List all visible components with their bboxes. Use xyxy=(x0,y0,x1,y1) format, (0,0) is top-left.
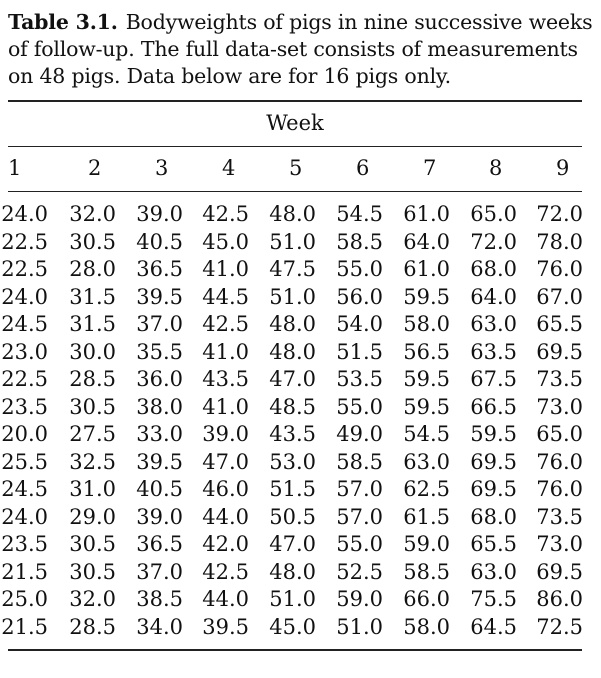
table-cell: 44.0 xyxy=(202,504,249,529)
table-cell: 57.0 xyxy=(336,477,383,501)
table-cell: 36.0 xyxy=(136,367,183,391)
table-cell: 68.0 xyxy=(470,504,517,529)
table-row xyxy=(0,394,601,422)
table-cell: 49.0 xyxy=(336,422,383,446)
table-cell: 40.5 xyxy=(136,477,183,501)
table-cell: 75.5 xyxy=(470,587,517,611)
table-row xyxy=(0,559,601,587)
table-cell: 51.0 xyxy=(269,229,316,254)
table-cell: 58.0 xyxy=(403,312,450,336)
table-cell: 29.0 xyxy=(69,504,116,529)
table-cell: 56.5 xyxy=(403,339,450,364)
table-cell: 51.0 xyxy=(269,284,316,309)
table-cell: 61.0 xyxy=(403,202,450,226)
table-cell: 30.5 xyxy=(69,532,116,556)
table-cell: 67.0 xyxy=(536,284,583,309)
column-header-week-2: 2 xyxy=(88,156,102,180)
table-cell: 39.0 xyxy=(136,202,183,226)
table-cell: 58.5 xyxy=(336,229,383,254)
table-cell: 72.5 xyxy=(536,614,583,639)
table-cell: 73.5 xyxy=(536,367,583,391)
table-cell: 39.0 xyxy=(202,422,249,446)
table-cell: 43.5 xyxy=(202,367,249,391)
table-cell: 21.5 xyxy=(1,559,48,584)
table-cell: 58.5 xyxy=(336,449,383,474)
column-header-week-3: 3 xyxy=(155,156,169,180)
column-header-week-5: 5 xyxy=(289,156,303,180)
table-cell: 55.0 xyxy=(336,394,383,419)
table-cell: 38.0 xyxy=(136,394,183,419)
table-cell: 67.5 xyxy=(470,367,517,391)
table-row xyxy=(0,504,601,532)
table-cell: 50.5 xyxy=(269,504,316,529)
table-cell: 54.5 xyxy=(403,422,450,446)
table-cell: 61.0 xyxy=(403,257,450,281)
table-cell: 76.0 xyxy=(536,257,583,281)
table-cell: 28.5 xyxy=(69,367,116,391)
table-cell: 33.0 xyxy=(136,422,183,446)
table-cell: 23.5 xyxy=(1,532,48,556)
column-header-week-6: 6 xyxy=(356,156,370,180)
caption-label: Table 3.1. xyxy=(8,10,118,34)
table-cell: 65.5 xyxy=(470,532,517,556)
table-cell: 65.0 xyxy=(470,202,517,226)
table-row xyxy=(0,421,601,449)
table-cell: 27.5 xyxy=(69,422,116,446)
table-cell: 37.0 xyxy=(136,312,183,336)
table-cell: 28.5 xyxy=(69,614,116,639)
table-cell: 24.0 xyxy=(1,202,48,226)
table-cell: 53.5 xyxy=(336,367,383,391)
table-cell: 47.0 xyxy=(269,367,316,391)
table-cell: 55.0 xyxy=(336,532,383,556)
table-cell: 47.5 xyxy=(269,257,316,281)
table-cell: 56.0 xyxy=(336,284,383,309)
table-row xyxy=(0,256,601,284)
table-cell: 64.0 xyxy=(403,229,450,254)
table-caption xyxy=(8,9,593,90)
table-cell: 66.5 xyxy=(470,394,517,419)
table-cell: 44.5 xyxy=(202,284,249,309)
table-cell: 72.0 xyxy=(470,229,517,254)
table-cell: 39.5 xyxy=(136,449,183,474)
table-cell: 30.0 xyxy=(69,339,116,364)
table-cell: 36.5 xyxy=(136,532,183,556)
table-cell: 28.0 xyxy=(69,257,116,281)
table-cell: 31.0 xyxy=(69,477,116,501)
table-cell: 41.0 xyxy=(202,394,249,419)
table-cell: 48.5 xyxy=(269,394,316,419)
table-cell: 59.5 xyxy=(403,367,450,391)
table-cell: 42.5 xyxy=(202,312,249,336)
column-header-week-1: 1 xyxy=(8,156,22,180)
table-cell: 44.0 xyxy=(202,587,249,611)
table-row xyxy=(0,586,601,614)
table-cell: 30.5 xyxy=(69,229,116,254)
table-cell: 59.5 xyxy=(470,422,517,446)
table-cell: 45.0 xyxy=(269,614,316,639)
table-cell: 59.5 xyxy=(403,284,450,309)
table-cell: 24.5 xyxy=(1,477,48,501)
table-cell: 41.0 xyxy=(202,257,249,281)
table-cell: 65.5 xyxy=(536,312,583,336)
table-cell: 57.0 xyxy=(336,504,383,529)
table-cell: 36.5 xyxy=(136,257,183,281)
table-cell: 32.0 xyxy=(69,587,116,611)
table-cell: 86.0 xyxy=(536,587,583,611)
column-header-week-4: 4 xyxy=(222,156,236,180)
table-cell: 46.0 xyxy=(202,477,249,501)
table-cell: 42.0 xyxy=(202,532,249,556)
table-cell: 25.0 xyxy=(1,587,48,611)
table-cell: 37.0 xyxy=(136,559,183,584)
table-cell: 48.0 xyxy=(269,312,316,336)
table-cell: 69.5 xyxy=(536,559,583,584)
table-cell: 64.5 xyxy=(470,614,517,639)
column-header-week-9: 9 xyxy=(556,156,570,180)
table-cell: 76.0 xyxy=(536,477,583,501)
table-cell: 25.5 xyxy=(1,449,48,474)
header-rule xyxy=(8,191,582,192)
group-header-rule xyxy=(8,146,582,147)
table-cell: 69.5 xyxy=(470,477,517,501)
table-cell: 51.0 xyxy=(269,587,316,611)
table-cell: 53.0 xyxy=(269,449,316,474)
table-cell: 69.5 xyxy=(470,449,517,474)
table-cell: 48.0 xyxy=(269,339,316,364)
table-cell: 65.0 xyxy=(536,422,583,446)
table-cell: 20.0 xyxy=(1,422,48,446)
table-cell: 39.5 xyxy=(202,614,249,639)
table-cell: 24.0 xyxy=(1,284,48,309)
table-cell: 39.5 xyxy=(136,284,183,309)
table-cell: 22.5 xyxy=(1,257,48,281)
table-cell: 39.0 xyxy=(136,504,183,529)
table-cell: 23.5 xyxy=(1,394,48,419)
top-rule xyxy=(8,100,582,102)
table-cell: 42.5 xyxy=(202,202,249,226)
table-row xyxy=(0,284,601,312)
table-cell: 32.0 xyxy=(69,202,116,226)
table-cell: 52.5 xyxy=(336,559,383,584)
table-cell: 54.5 xyxy=(336,202,383,226)
table-cell: 59.5 xyxy=(403,394,450,419)
table-cell: 42.5 xyxy=(202,559,249,584)
bottom-rule xyxy=(8,649,582,651)
column-header-week-8: 8 xyxy=(489,156,503,180)
table-cell: 21.5 xyxy=(1,614,48,639)
table-cell: 73.0 xyxy=(536,532,583,556)
table-row xyxy=(0,366,601,394)
table-cell: 40.5 xyxy=(136,229,183,254)
table-cell: 24.0 xyxy=(1,504,48,529)
table-cell: 58.0 xyxy=(403,614,450,639)
table-cell: 69.5 xyxy=(536,339,583,364)
table-row xyxy=(0,229,601,257)
table-cell: 78.0 xyxy=(536,229,583,254)
table-cell: 31.5 xyxy=(69,284,116,309)
table-cell: 47.0 xyxy=(202,449,249,474)
table-cell: 62.5 xyxy=(403,477,450,501)
table-cell: 24.5 xyxy=(1,312,48,336)
table-cell: 48.0 xyxy=(269,559,316,584)
table-cell: 64.0 xyxy=(470,284,517,309)
table-cell: 23.0 xyxy=(1,339,48,364)
table-cell: 45.0 xyxy=(202,229,249,254)
table-cell: 38.5 xyxy=(136,587,183,611)
table-cell: 59.0 xyxy=(403,532,450,556)
table-cell: 30.5 xyxy=(69,559,116,584)
table-cell: 43.5 xyxy=(269,422,316,446)
table-cell: 61.5 xyxy=(403,504,450,529)
table-cell: 72.0 xyxy=(536,202,583,226)
table-cell: 68.0 xyxy=(470,257,517,281)
table-cell: 51.0 xyxy=(336,614,383,639)
table-cell: 54.0 xyxy=(336,312,383,336)
table-row xyxy=(0,339,601,367)
table-cell: 63.0 xyxy=(403,449,450,474)
table-cell: 66.0 xyxy=(403,587,450,611)
table-cell: 59.0 xyxy=(336,587,383,611)
table-cell: 32.5 xyxy=(69,449,116,474)
column-header-week-7: 7 xyxy=(423,156,437,180)
table-cell: 51.5 xyxy=(269,477,316,501)
table-cell: 34.0 xyxy=(136,614,183,639)
table-cell: 48.0 xyxy=(269,202,316,226)
table-cell: 31.5 xyxy=(69,312,116,336)
table-cell: 35.5 xyxy=(136,339,183,364)
table-row xyxy=(0,476,601,504)
table-cell: 22.5 xyxy=(1,367,48,391)
table-cell: 58.5 xyxy=(403,559,450,584)
table-row xyxy=(0,614,601,642)
table-cell: 22.5 xyxy=(1,229,48,254)
table-cell: 47.0 xyxy=(269,532,316,556)
table-row xyxy=(0,201,601,229)
table-cell: 73.5 xyxy=(536,504,583,529)
table-cell: 41.0 xyxy=(202,339,249,364)
table-cell: 55.0 xyxy=(336,257,383,281)
caption-text: Bodyweights of pigs in nine successive weeks of follow-up. The full data-set consists of measurements on 48 pigs. Data below are for 16 pigs only. xyxy=(8,10,593,88)
table-cell: 73.0 xyxy=(536,394,583,419)
table-cell: 63.5 xyxy=(470,339,517,364)
week-group-header: Week xyxy=(266,111,324,135)
table-cell: 63.0 xyxy=(470,312,517,336)
table-cell: 76.0 xyxy=(536,449,583,474)
table-row xyxy=(0,311,601,339)
table-cell: 30.5 xyxy=(69,394,116,419)
table-cell: 51.5 xyxy=(336,339,383,364)
table-cell: 63.0 xyxy=(470,559,517,584)
table-row xyxy=(0,531,601,559)
data-table xyxy=(0,201,601,641)
table-row xyxy=(0,449,601,477)
